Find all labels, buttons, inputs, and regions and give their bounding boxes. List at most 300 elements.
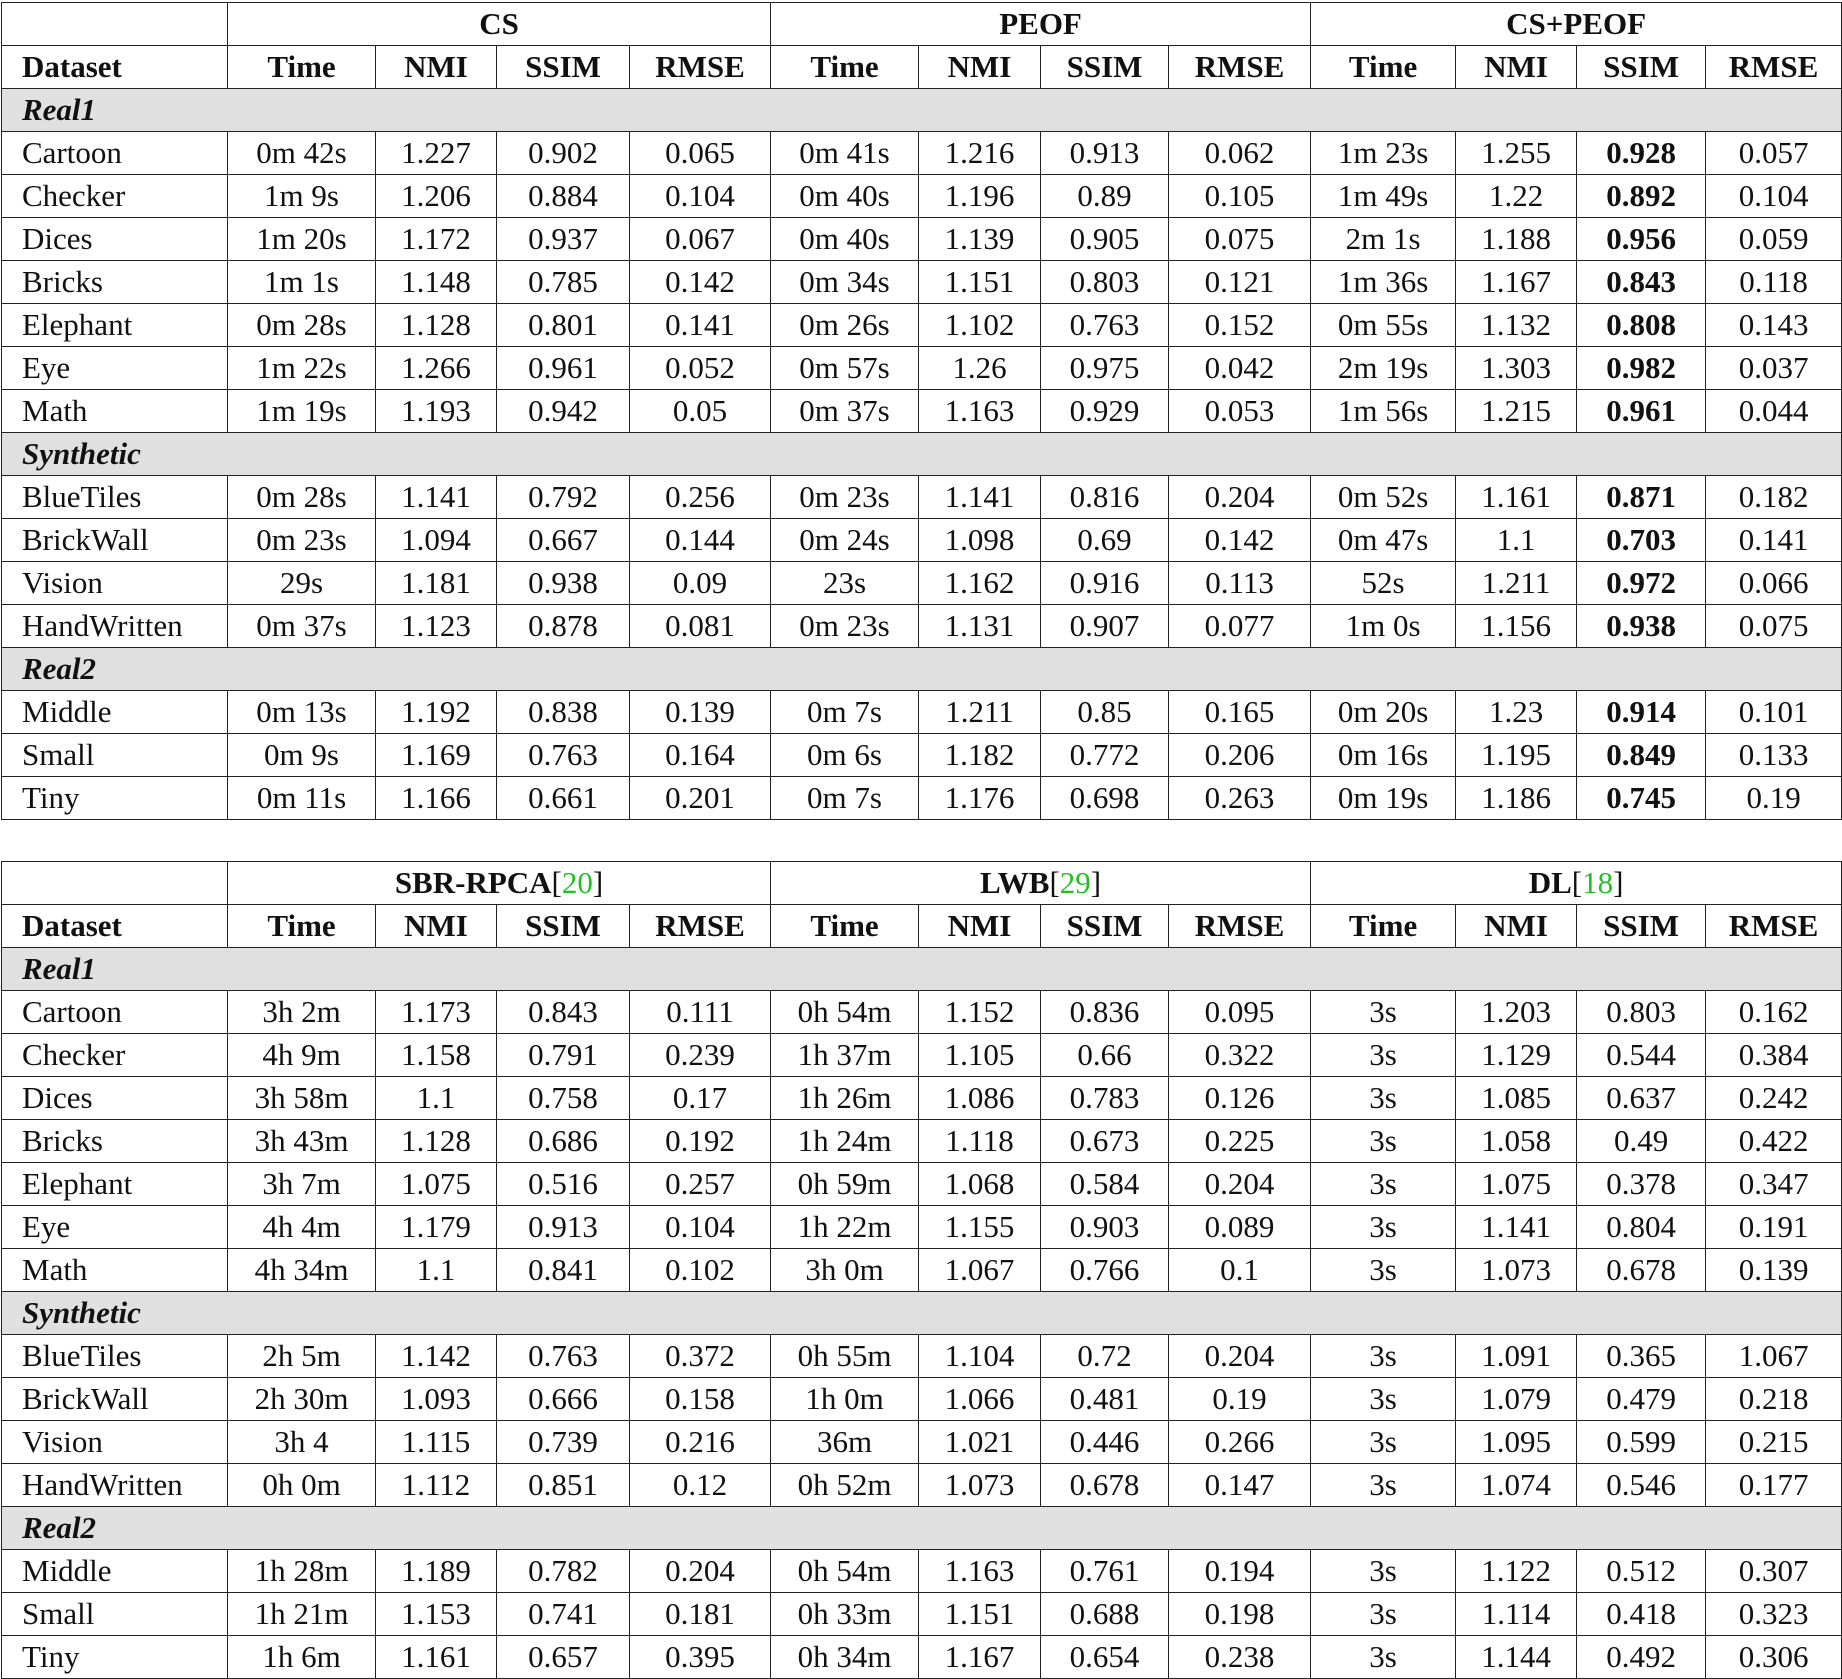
value-cell: 0.347	[1706, 1163, 1842, 1206]
value-cell: 1.186	[1456, 777, 1577, 820]
value-cell: 3s	[1311, 1593, 1456, 1636]
table-row	[2, 1163, 1842, 1206]
value-cell: 0.763	[497, 734, 630, 777]
dataset-name-cell: Tiny	[2, 1636, 228, 1679]
value-cell: 3s	[1311, 1206, 1456, 1249]
value-cell: 1.189	[376, 1550, 497, 1593]
value-cell: 0.062	[1169, 132, 1311, 175]
value-cell: 0.118	[1706, 261, 1842, 304]
section-title: Synthetic	[2, 1292, 1842, 1335]
section-title: Real2	[2, 648, 1842, 691]
value-cell: 0m 9s	[228, 734, 376, 777]
value-cell: 1.104	[919, 1335, 1041, 1378]
value-cell: 1m 36s	[1311, 261, 1456, 304]
value-cell: 2h 5m	[228, 1335, 376, 1378]
section-title: Synthetic	[2, 433, 1842, 476]
value-cell: 0.678	[1041, 1464, 1169, 1507]
value-cell: 0.937	[497, 218, 630, 261]
value-cell: 0.741	[497, 1593, 630, 1636]
metric-column-header: NMI	[919, 905, 1041, 948]
dataset-column-header: Dataset	[2, 46, 228, 89]
value-cell: 0.089	[1169, 1206, 1311, 1249]
value-cell: 0.785	[497, 261, 630, 304]
value-cell: 1.161	[376, 1636, 497, 1679]
value-cell: 0.481	[1041, 1378, 1169, 1421]
value-cell: 0.194	[1169, 1550, 1311, 1593]
value-cell: 1.206	[376, 175, 497, 218]
value-cell: 0.803	[1577, 991, 1706, 1034]
value-cell: 1h 22m	[771, 1206, 919, 1249]
metric-column-header: SSIM	[497, 905, 630, 948]
value-cell: 0.242	[1706, 1077, 1842, 1120]
value-cell: 0.808	[1577, 304, 1706, 347]
value-cell: 0.661	[497, 777, 630, 820]
value-cell: 0.804	[1577, 1206, 1706, 1249]
value-cell: 1.115	[376, 1421, 497, 1464]
dataset-name-cell: Middle	[2, 691, 228, 734]
table-row	[2, 777, 1842, 820]
value-cell: 1.118	[919, 1120, 1041, 1163]
method-header-row	[2, 3, 1842, 46]
value-cell: 1.26	[919, 347, 1041, 390]
value-cell: 2m 1s	[1311, 218, 1456, 261]
value-cell: 1.169	[376, 734, 497, 777]
method-header-row	[2, 862, 1842, 905]
value-cell: 1h 26m	[771, 1077, 919, 1120]
value-cell: 0h 59m	[771, 1163, 919, 1206]
dataset-name-cell: Tiny	[2, 777, 228, 820]
value-cell: 0.075	[1706, 605, 1842, 648]
table-row	[2, 1120, 1842, 1163]
value-cell: 1m 20s	[228, 218, 376, 261]
value-cell: 1.068	[919, 1163, 1041, 1206]
value-cell: 0.306	[1706, 1636, 1842, 1679]
section-row	[2, 948, 1842, 991]
metric-column-header: Time	[771, 905, 919, 948]
value-cell: 3s	[1311, 1335, 1456, 1378]
value-cell: 0m 11s	[228, 777, 376, 820]
table-row	[2, 1593, 1842, 1636]
value-cell: 0.72	[1041, 1335, 1169, 1378]
metric-column-header: RMSE	[630, 46, 771, 89]
value-cell: 1.139	[919, 218, 1041, 261]
method-header	[1311, 3, 1842, 46]
dataset-name-cell: Math	[2, 1249, 228, 1292]
metric-column-header: RMSE	[1706, 905, 1842, 948]
value-cell: 0.942	[497, 390, 630, 433]
value-cell: 0.225	[1169, 1120, 1311, 1163]
value-cell: 3s	[1311, 1120, 1456, 1163]
metric-header-row	[2, 46, 1842, 89]
dataset-name-cell: Cartoon	[2, 991, 228, 1034]
value-cell: 4h 4m	[228, 1206, 376, 1249]
value-cell: 0.892	[1577, 175, 1706, 218]
value-cell: 36m	[771, 1421, 919, 1464]
value-cell: 0.142	[1169, 519, 1311, 562]
value-cell: 0.307	[1706, 1550, 1842, 1593]
value-cell: 1.196	[919, 175, 1041, 218]
value-cell: 0.204	[1169, 1163, 1311, 1206]
value-cell: 0.104	[630, 1206, 771, 1249]
value-cell: 1.193	[376, 390, 497, 433]
value-cell: 3h 2m	[228, 991, 376, 1034]
value-cell: 0.323	[1706, 1593, 1842, 1636]
value-cell: 0.05	[630, 390, 771, 433]
value-cell: 0m 19s	[1311, 777, 1456, 820]
value-cell: 0.257	[630, 1163, 771, 1206]
value-cell: 0.801	[497, 304, 630, 347]
value-cell: 0.916	[1041, 562, 1169, 605]
table-row	[2, 304, 1842, 347]
value-cell: 1.105	[919, 1034, 1041, 1077]
dataset-name-cell: Eye	[2, 1206, 228, 1249]
value-cell: 0.181	[630, 1593, 771, 1636]
table-row	[2, 1636, 1842, 1679]
dataset-name-cell: Dices	[2, 1077, 228, 1120]
value-cell: 0m 57s	[771, 347, 919, 390]
value-cell: 0.395	[630, 1636, 771, 1679]
value-cell: 0.12	[630, 1464, 771, 1507]
value-cell: 0.982	[1577, 347, 1706, 390]
metric-column-header: NMI	[1456, 46, 1577, 89]
section-row	[2, 89, 1842, 132]
section-row	[2, 433, 1842, 476]
value-cell: 0.102	[630, 1249, 771, 1292]
value-cell: 0m 55s	[1311, 304, 1456, 347]
citation-link[interactable]: 29	[1059, 865, 1091, 900]
metric-column-header: RMSE	[1169, 905, 1311, 948]
value-cell: 0.914	[1577, 691, 1706, 734]
value-cell: 1.085	[1456, 1077, 1577, 1120]
value-cell: 1m 19s	[228, 390, 376, 433]
table-row	[2, 1421, 1842, 1464]
value-cell: 0.077	[1169, 605, 1311, 648]
value-cell: 1h 6m	[228, 1636, 376, 1679]
metric-column-header: SSIM	[497, 46, 630, 89]
metric-column-header: RMSE	[1169, 46, 1311, 89]
value-cell: 1.163	[919, 390, 1041, 433]
value-cell: 0.204	[1169, 1335, 1311, 1378]
citation-close-bracket: ]	[592, 865, 604, 900]
table-row	[2, 991, 1842, 1034]
value-cell: 0.838	[497, 691, 630, 734]
metric-column-header: NMI	[1456, 905, 1577, 948]
method-header	[771, 3, 1311, 46]
value-cell: 3s	[1311, 1421, 1456, 1464]
metric-column-header: NMI	[376, 905, 497, 948]
value-cell: 0m 47s	[1311, 519, 1456, 562]
value-cell: 0.907	[1041, 605, 1169, 648]
metric-column-header: Time	[1311, 46, 1456, 89]
value-cell: 0.182	[1706, 476, 1842, 519]
value-cell: 0m 52s	[1311, 476, 1456, 519]
value-cell: 3s	[1311, 1464, 1456, 1507]
value-cell: 0.239	[630, 1034, 771, 1077]
value-cell: 0.688	[1041, 1593, 1169, 1636]
value-cell: 1.141	[1456, 1206, 1577, 1249]
method-name: DL	[1528, 865, 1572, 900]
value-cell: 1.151	[919, 1593, 1041, 1636]
value-cell: 0.158	[630, 1378, 771, 1421]
section-title: Real1	[2, 948, 1842, 991]
value-cell: 1.128	[376, 1120, 497, 1163]
value-cell: 1.067	[1706, 1335, 1842, 1378]
value-cell: 0.761	[1041, 1550, 1169, 1593]
value-cell: 0.763	[1041, 304, 1169, 347]
value-cell: 0h 33m	[771, 1593, 919, 1636]
value-cell: 0.792	[497, 476, 630, 519]
value-cell: 4h 9m	[228, 1034, 376, 1077]
value-cell: 3h 0m	[771, 1249, 919, 1292]
value-cell: 1.148	[376, 261, 497, 304]
value-cell: 0.673	[1041, 1120, 1169, 1163]
dataset-name-cell: Checker	[2, 175, 228, 218]
value-cell: 0.903	[1041, 1206, 1169, 1249]
value-cell: 0.703	[1577, 519, 1706, 562]
value-cell: 0.938	[497, 562, 630, 605]
dataset-name-cell: HandWritten	[2, 605, 228, 648]
value-cell: 0.956	[1577, 218, 1706, 261]
method-name: PEOF	[999, 6, 1082, 41]
value-cell: 1.266	[376, 347, 497, 390]
value-cell: 1.163	[919, 1550, 1041, 1593]
table-row	[2, 734, 1842, 777]
value-cell: 1m 56s	[1311, 390, 1456, 433]
value-cell: 0m 40s	[771, 218, 919, 261]
value-cell: 0.739	[497, 1421, 630, 1464]
value-cell: 0.378	[1577, 1163, 1706, 1206]
value-cell: 0.816	[1041, 476, 1169, 519]
table-row	[2, 1550, 1842, 1593]
dataset-name-cell: Small	[2, 1593, 228, 1636]
section-row	[2, 648, 1842, 691]
value-cell: 0.85	[1041, 691, 1169, 734]
value-cell: 0.165	[1169, 691, 1311, 734]
value-cell: 0.666	[497, 1378, 630, 1421]
value-cell: 0.037	[1706, 347, 1842, 390]
value-cell: 52s	[1311, 562, 1456, 605]
value-cell: 0.204	[630, 1550, 771, 1593]
value-cell: 1h 0m	[771, 1378, 919, 1421]
table-row	[2, 261, 1842, 304]
value-cell: 0.09	[630, 562, 771, 605]
value-cell: 1.172	[376, 218, 497, 261]
value-cell: 1m 0s	[1311, 605, 1456, 648]
value-cell: 1.176	[919, 777, 1041, 820]
citation-link[interactable]: 20	[561, 865, 593, 900]
value-cell: 0m 23s	[771, 605, 919, 648]
method-header	[228, 862, 771, 905]
metric-column-header: SSIM	[1041, 46, 1169, 89]
table-row	[2, 476, 1842, 519]
value-cell: 0.263	[1169, 777, 1311, 820]
value-cell: 0.065	[630, 132, 771, 175]
value-cell: 1h 28m	[228, 1550, 376, 1593]
value-cell: 1.073	[1456, 1249, 1577, 1292]
value-cell: 0.147	[1169, 1464, 1311, 1507]
value-cell: 0.204	[1169, 476, 1311, 519]
value-cell: 0.803	[1041, 261, 1169, 304]
value-cell: 0h 55m	[771, 1335, 919, 1378]
value-cell: 1.102	[919, 304, 1041, 347]
value-cell: 1.132	[1456, 304, 1577, 347]
table-row	[2, 218, 1842, 261]
value-cell: 0.365	[1577, 1335, 1706, 1378]
corner-cell	[2, 3, 228, 46]
value-cell: 0.198	[1169, 1593, 1311, 1636]
value-cell: 1.211	[919, 691, 1041, 734]
dataset-name-cell: BrickWall	[2, 519, 228, 562]
value-cell: 0.238	[1169, 1636, 1311, 1679]
value-cell: 1.161	[1456, 476, 1577, 519]
value-cell: 0.884	[497, 175, 630, 218]
citation-open-bracket: [	[1571, 865, 1583, 900]
value-cell: 0m 34s	[771, 261, 919, 304]
value-cell: 0.654	[1041, 1636, 1169, 1679]
value-cell: 0.849	[1577, 734, 1706, 777]
metric-column-header: SSIM	[1577, 905, 1706, 948]
value-cell: 1.079	[1456, 1378, 1577, 1421]
value-cell: 1m 9s	[228, 175, 376, 218]
value-cell: 0h 34m	[771, 1636, 919, 1679]
method-name: SBR-RPCA	[394, 865, 552, 900]
value-cell: 4h 34m	[228, 1249, 376, 1292]
value-cell: 1.1	[376, 1077, 497, 1120]
value-cell: 0.143	[1706, 304, 1842, 347]
value-cell: 0.843	[1577, 261, 1706, 304]
dataset-name-cell: Bricks	[2, 1120, 228, 1163]
value-cell: 0.218	[1706, 1378, 1842, 1421]
value-cell: 0.144	[630, 519, 771, 562]
value-cell: 0.256	[630, 476, 771, 519]
table-row	[2, 1378, 1842, 1421]
method-header	[228, 3, 771, 46]
value-cell: 1.303	[1456, 347, 1577, 390]
value-cell: 0.928	[1577, 132, 1706, 175]
value-cell: 0m 16s	[1311, 734, 1456, 777]
value-cell: 1.158	[376, 1034, 497, 1077]
value-cell: 0.19	[1169, 1378, 1311, 1421]
value-cell: 0.418	[1577, 1593, 1706, 1636]
value-cell: 0h 52m	[771, 1464, 919, 1507]
metric-column-header: SSIM	[1577, 46, 1706, 89]
value-cell: 0.191	[1706, 1206, 1842, 1249]
value-cell: 1.074	[1456, 1464, 1577, 1507]
value-cell: 0.177	[1706, 1464, 1842, 1507]
value-cell: 0.667	[497, 519, 630, 562]
value-cell: 1.075	[376, 1163, 497, 1206]
value-cell: 0.446	[1041, 1421, 1169, 1464]
table-row	[2, 562, 1842, 605]
dataset-name-cell: Small	[2, 734, 228, 777]
value-cell: 1.098	[919, 519, 1041, 562]
value-cell: 0m 23s	[228, 519, 376, 562]
value-cell: 0.584	[1041, 1163, 1169, 1206]
value-cell: 0m 7s	[771, 777, 919, 820]
value-cell: 1.141	[919, 476, 1041, 519]
dataset-name-cell: Elephant	[2, 1163, 228, 1206]
value-cell: 0.961	[497, 347, 630, 390]
method-name: CS	[479, 6, 519, 41]
value-cell: 1.182	[919, 734, 1041, 777]
table-row	[2, 1034, 1842, 1077]
dataset-name-cell: BlueTiles	[2, 476, 228, 519]
value-cell: 0.216	[630, 1421, 771, 1464]
value-cell: 0m 41s	[771, 132, 919, 175]
value-cell: 1.123	[376, 605, 497, 648]
value-cell: 1.066	[919, 1378, 1041, 1421]
value-cell: 1.129	[1456, 1034, 1577, 1077]
table-row	[2, 175, 1842, 218]
value-cell: 1.255	[1456, 132, 1577, 175]
value-cell: 0.975	[1041, 347, 1169, 390]
value-cell: 0.929	[1041, 390, 1169, 433]
dataset-name-cell: HandWritten	[2, 1464, 228, 1507]
value-cell: 1.167	[1456, 261, 1577, 304]
value-cell: 1.23	[1456, 691, 1577, 734]
value-cell: 0.843	[497, 991, 630, 1034]
value-cell: 0.372	[630, 1335, 771, 1378]
table-row	[2, 1249, 1842, 1292]
value-cell: 3s	[1311, 1163, 1456, 1206]
value-cell: 1.141	[376, 476, 497, 519]
value-cell: 0m 24s	[771, 519, 919, 562]
value-cell: 0.201	[630, 777, 771, 820]
value-cell: 0.152	[1169, 304, 1311, 347]
value-cell: 0.686	[497, 1120, 630, 1163]
value-cell: 0.637	[1577, 1077, 1706, 1120]
value-cell: 0.871	[1577, 476, 1706, 519]
citation-link[interactable]: 18	[1582, 865, 1614, 900]
value-cell: 0.544	[1577, 1034, 1706, 1077]
value-cell: 1h 24m	[771, 1120, 919, 1163]
value-cell: 1.093	[376, 1378, 497, 1421]
value-cell: 0m 37s	[771, 390, 919, 433]
value-cell: 1.155	[919, 1206, 1041, 1249]
value-cell: 1.151	[919, 261, 1041, 304]
table-row	[2, 605, 1842, 648]
value-cell: 2h 30m	[228, 1378, 376, 1421]
value-cell: 0.783	[1041, 1077, 1169, 1120]
value-cell: 0.067	[630, 218, 771, 261]
value-cell: 0.066	[1706, 562, 1842, 605]
value-cell: 1.131	[919, 605, 1041, 648]
value-cell: 1m 23s	[1311, 132, 1456, 175]
method-header	[1311, 862, 1842, 905]
value-cell: 1.075	[1456, 1163, 1577, 1206]
value-cell: 0.384	[1706, 1034, 1842, 1077]
value-cell: 0.851	[497, 1464, 630, 1507]
value-cell: 3h 58m	[228, 1077, 376, 1120]
metric-column-header: NMI	[919, 46, 1041, 89]
value-cell: 0.192	[630, 1120, 771, 1163]
value-cell: 0.126	[1169, 1077, 1311, 1120]
value-cell: 1.215	[1456, 390, 1577, 433]
value-cell: 0.206	[1169, 734, 1311, 777]
value-cell: 1.173	[376, 991, 497, 1034]
value-cell: 3h 4	[228, 1421, 376, 1464]
value-cell: 0.052	[630, 347, 771, 390]
value-cell: 0.17	[630, 1077, 771, 1120]
citation-close-bracket: ]	[1613, 865, 1624, 900]
value-cell: 0.164	[630, 734, 771, 777]
value-cell: 1.122	[1456, 1550, 1577, 1593]
method-name: LWB	[979, 865, 1050, 900]
value-cell: 0.059	[1706, 218, 1842, 261]
value-cell: 0m 42s	[228, 132, 376, 175]
value-cell: 1.073	[919, 1464, 1041, 1507]
dataset-name-cell: Checker	[2, 1034, 228, 1077]
